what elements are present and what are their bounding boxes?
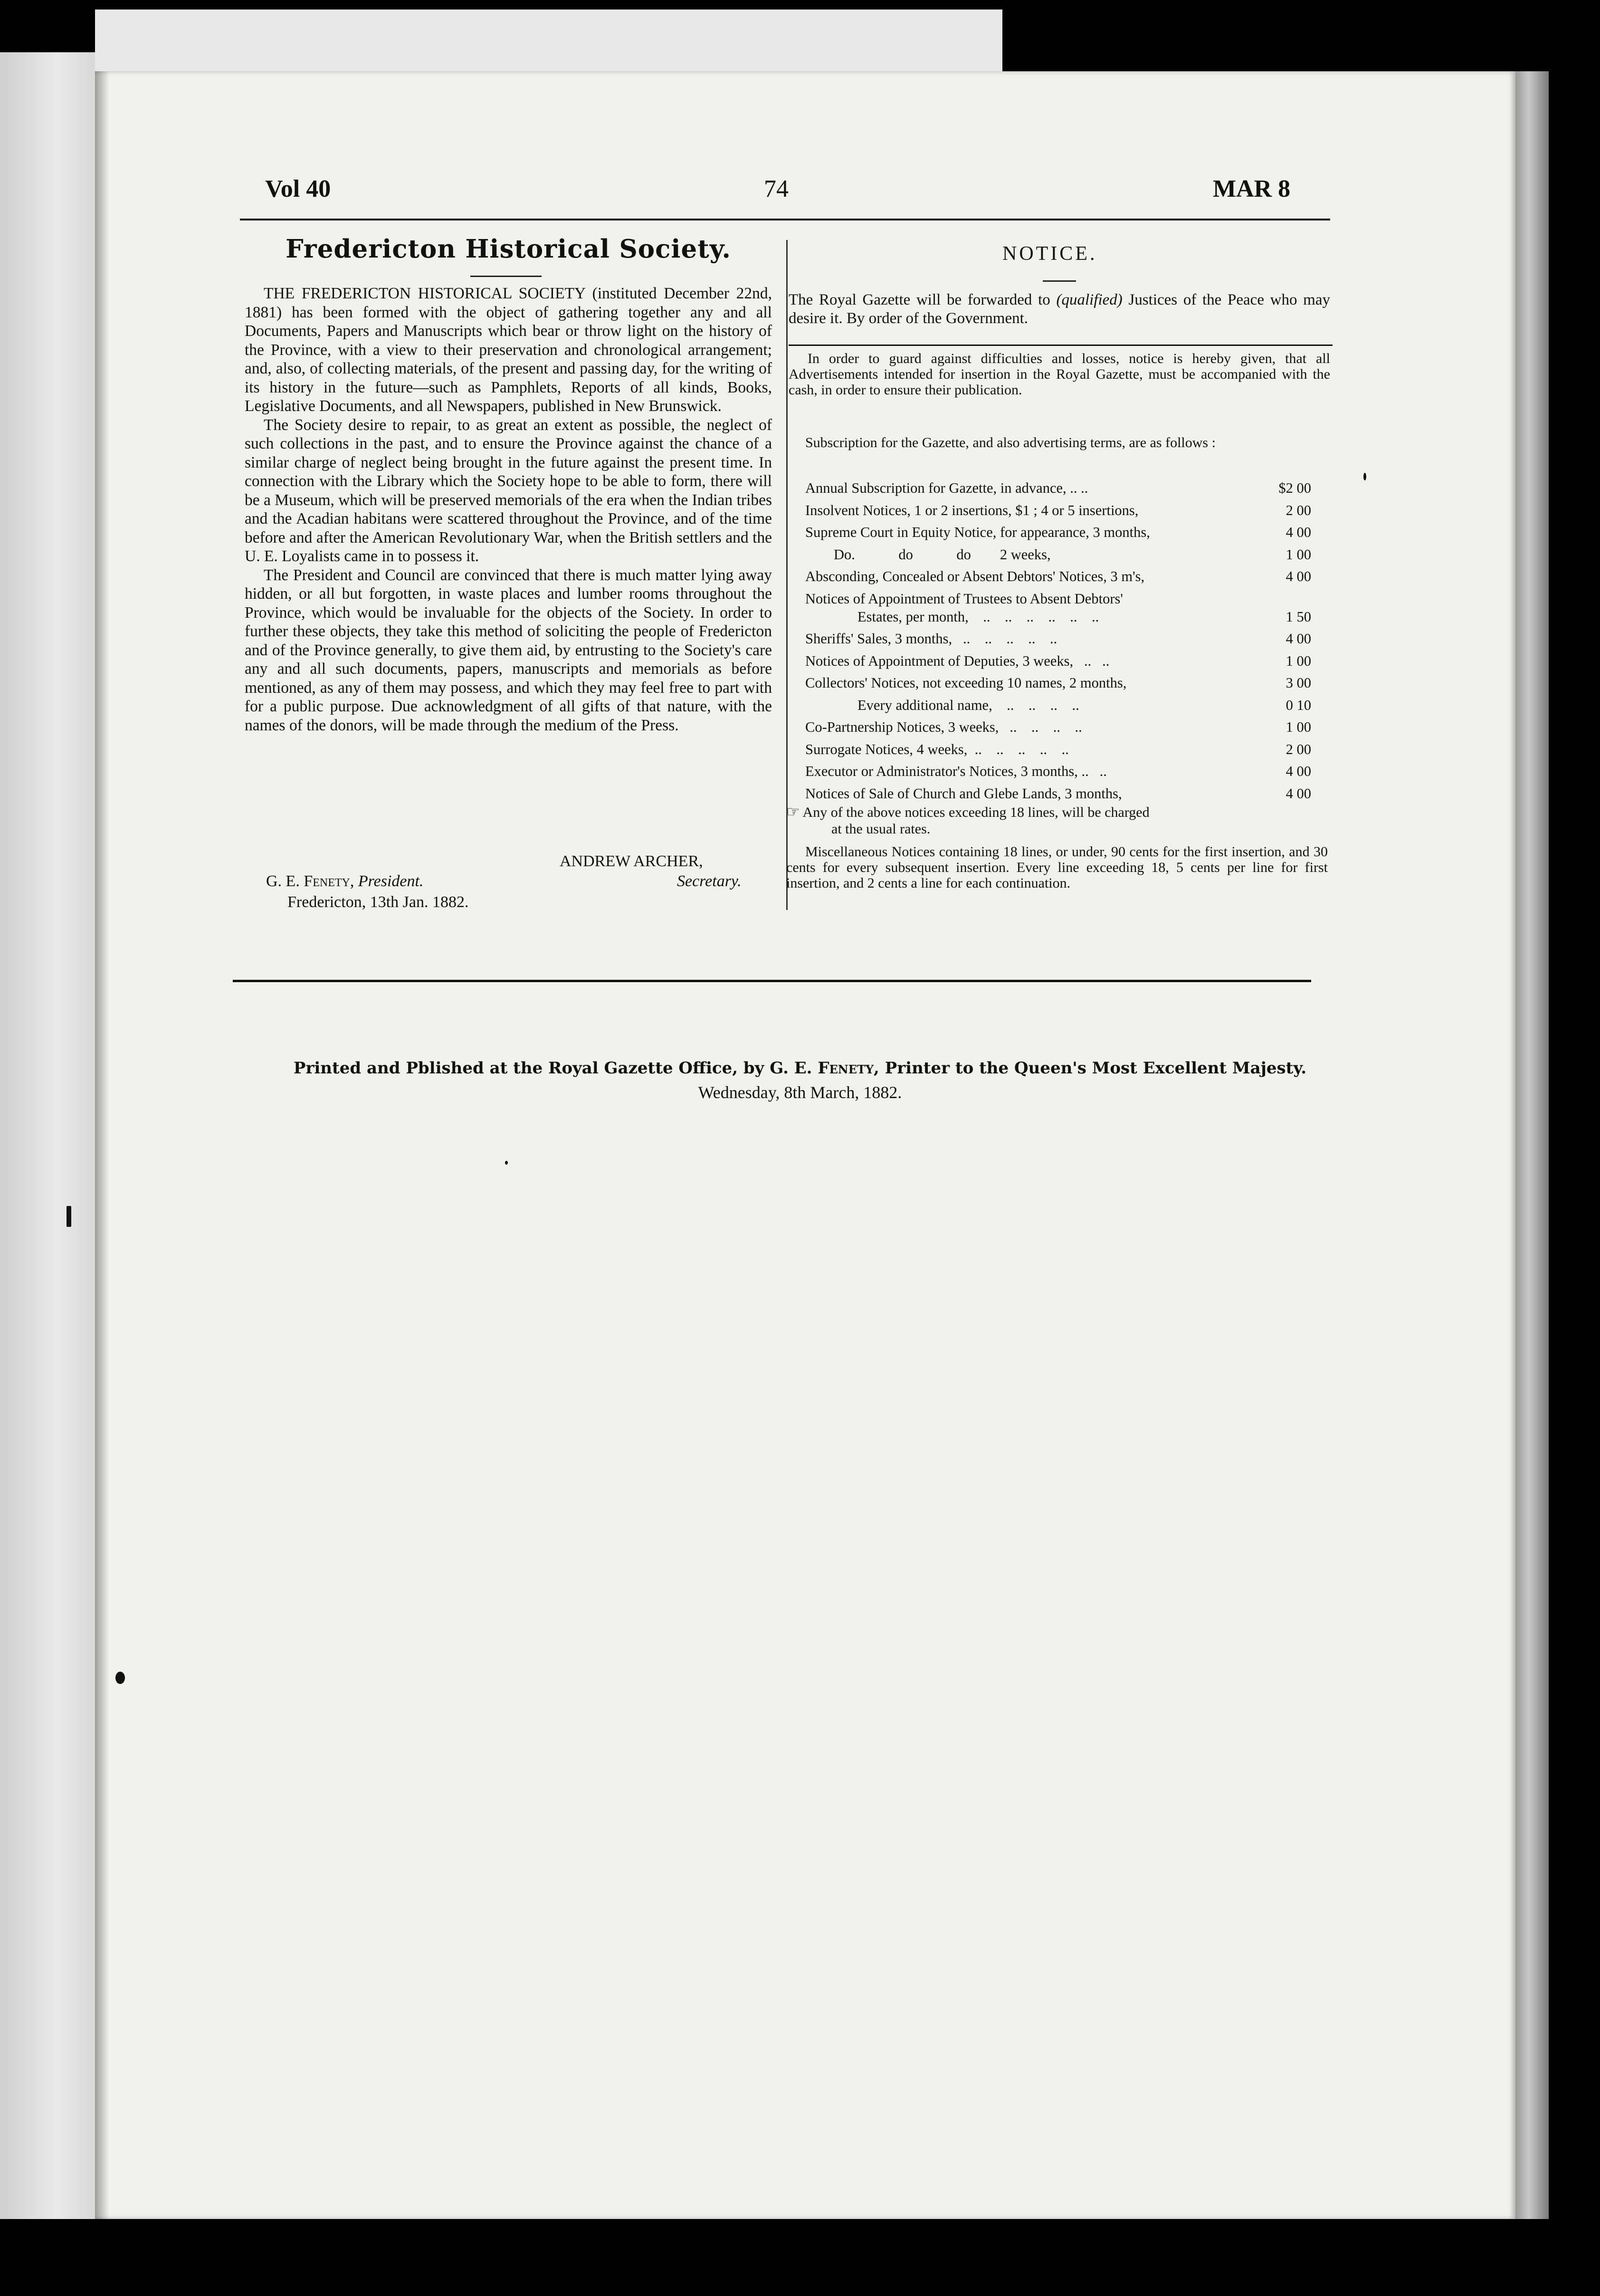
rate-amount: 4 00 [1286, 568, 1311, 584]
rate-row [805, 697, 1311, 719]
society-paragraph: The Society desire to repair, to as great an extent as possible, the neglect of such collections in the past, and to ensure the Province against the chance of a similar charge of neglect being brought in the future against the present time. In connection with the Library which the Society hope to be able to form, there will be a Museum, which will be preserved memorials of the era when the Indian tribes and the Acadian habitans were scattered throughout the Province, and of the time before and after the American Revolutionary War, when the British settlers and the U. E. Loyalists came in to possess it. [245, 416, 772, 565]
secretary-name: ANDREW ARCHER, [560, 852, 703, 870]
rate-label: Do. do do 2 weeks, [834, 546, 1051, 563]
scan-mark [1363, 473, 1366, 480]
page-stack-edge [1515, 71, 1549, 2219]
rate-amount: $2 00 [1278, 480, 1311, 496]
gazette-notice-emphasis: (qualified) [1056, 291, 1123, 308]
place-date: Fredericton, 13th Jan. 1882. [287, 893, 469, 911]
rate-row [805, 763, 1311, 785]
cash-notice: In order to guard against difficulties and losses, notice is hereby given, that all Advertisements intended for insertion in the Royal Gazette, must be accompanied with the cash, in order to ensure their publication. [789, 351, 1330, 398]
long-notice-line2: at the usual rates. [831, 821, 931, 837]
rate-amount: 4 00 [1286, 785, 1311, 802]
rate-amount: 1 00 [1286, 652, 1311, 669]
rate-amount: 4 00 [1286, 631, 1311, 647]
society-title: Fredericton Historical Society. [286, 234, 731, 264]
volume-label: Vol 40 [265, 175, 331, 202]
rate-amount: 2 00 [1286, 741, 1311, 757]
binding-tick [67, 1206, 71, 1227]
rate-label: Notices of Appointment of Deputies, 3 weeks, .. .. [805, 652, 1110, 669]
society-paragraph: THE FREDERICTON HISTORICAL SOCIETY (instituted December 22nd, 1881) has been formed with the object of gathering together any and all Documents, Papers and Manuscripts which bear or throw light on the history of the Province, with a view to their preservation and chronological arrangement; and, also, of collecting materials, of the present and passing day, for the writing of its history in the future—such as Pamphlets, Reports of all kinds, Books, Legislative Documents, and all Newspapers, published in New Brunswick. [245, 285, 772, 415]
facing-page-edge [0, 52, 95, 2219]
notice-title: NOTICE. [1002, 243, 1097, 265]
rate-label: Estates, per month, .. .. .. .. .. .. [857, 608, 1099, 625]
imprint-text: Printed and Pblished at the Royal Gazette Office, by G. E. [293, 1059, 818, 1078]
president-signature [266, 872, 423, 890]
imprint-printer-name: Fenety [818, 1059, 874, 1078]
rate-row [805, 609, 1311, 631]
scan-mark [505, 1161, 508, 1165]
rate-row [805, 502, 1311, 525]
rate-label: Supreme Court in Equity Notice, for appearance, 3 months, [805, 524, 1150, 540]
subscription-intro: Subscription for the Gazette, and also advertising terms, are as follows : [805, 435, 1216, 450]
rate-row [805, 546, 1311, 569]
rate-row [805, 719, 1311, 741]
footer-rule [233, 980, 1311, 982]
rate-amount: 4 00 [1286, 524, 1311, 540]
misc-notice: Miscellaneous Notices containing 18 lines, or under, 90 cents for the first insertion, and 30 cents for every subsequent insertion. Every line exceeding 18, 5 cents per line for first insertion, and 2 cents a line for each continuation. [786, 844, 1328, 891]
president-name: G. E. Fenety, [266, 872, 354, 890]
rate-label: Executor or Administrator's Notices, 3 months, .. .. [805, 763, 1107, 779]
gazette-notice [789, 291, 1330, 328]
rate-label: Every additional name, .. .. .. .. [857, 697, 1079, 713]
rate-row [805, 480, 1311, 502]
rate-row [805, 568, 1311, 591]
rate-row [805, 653, 1311, 675]
secretary-title [677, 872, 742, 890]
rate-row [805, 591, 1311, 609]
rate-amount: 3 00 [1286, 675, 1311, 691]
header-rule [240, 219, 1330, 220]
long-notice [786, 804, 1314, 820]
gutter-shadow [95, 71, 109, 2219]
society-article [245, 284, 772, 735]
president-title: President. [358, 872, 424, 890]
society-paragraph: The President and Council are convinced that there is much matter lying away hidden, or all but forgotten, in waste places and lumber rooms throughout the Province, which would be invaluable for the objects of the Society. In order to further these objects, they take this method of soliciting the people of Fredericton and of the Province generally, to give them aid, by entrusting to the Society's care any and all such documents, papers, manuscripts and memorials as before mentioned, as any of them may possess, and which they may feel free to part with for a public purpose. Due acknowledgment of all gifts of that nature, with the names of the donors, will be made through the medium of the Press. [245, 566, 772, 734]
notice-dash [1043, 280, 1076, 282]
publication-date: Wednesday, 8th March, 1882. [698, 1083, 902, 1102]
rate-row [805, 675, 1311, 697]
rate-label: Sheriffs' Sales, 3 months, .. .. .. .. .. [805, 631, 1057, 647]
rate-label: Notices of Sale of Church and Glebe Lands, 3 months, [805, 785, 1122, 802]
rate-row [805, 741, 1311, 764]
rate-row [805, 631, 1311, 653]
rate-amount: 1 00 [1286, 546, 1311, 563]
rate-amount: 4 00 [1286, 763, 1311, 779]
rate-label: Absconding, Concealed or Absent Debtors' Notices, 3 m's, [805, 568, 1145, 584]
rate-amount: 1 50 [1286, 608, 1311, 625]
issue-date: MAR 8 [1213, 175, 1291, 202]
notice-rule [789, 344, 1333, 346]
rate-amount: 2 00 [1286, 502, 1311, 518]
printer-imprint [0, 1059, 1600, 1078]
rate-label: Surrogate Notices, 4 weeks, .. .. .. .. .. [805, 741, 1069, 757]
long-notice-line1: Any of the above notices exceeding 18 lines, will be charged [802, 804, 1150, 820]
rate-label: Insolvent Notices, 1 or 2 insertions, $1 ; 4 or 5 insertions, [805, 502, 1139, 518]
imprint-text-end: , Printer to the Queen's Most Excellent Majesty. [874, 1059, 1307, 1078]
rate-row [805, 524, 1311, 546]
gazette-notice-text: The Royal Gazette will be forwarded to [789, 291, 1057, 308]
rate-label: Annual Subscription for Gazette, in advance, .. .. [805, 480, 1088, 496]
gazette-notice-text-end: Justices of the Peace who may desire it. By order of the Government. [789, 291, 1330, 327]
secretary-title-text: Secretary. [677, 872, 742, 890]
scan-mark [115, 1672, 125, 1684]
pointing-hand-icon: ☞ [786, 803, 800, 820]
page-number: 74 [764, 175, 789, 202]
rate-label: Co-Partnership Notices, 3 weeks, .. .. .. .. [805, 719, 1082, 735]
rate-amount: 1 00 [1286, 719, 1311, 735]
title-dash [470, 276, 542, 277]
rate-amount: 0 10 [1286, 697, 1311, 713]
rate-table [805, 480, 1311, 807]
rate-label: Collectors' Notices, not exceeding 10 names, 2 months, [805, 675, 1127, 691]
rate-label: Notices of Appointment of Trustees to Absent Debtors' [805, 590, 1123, 607]
